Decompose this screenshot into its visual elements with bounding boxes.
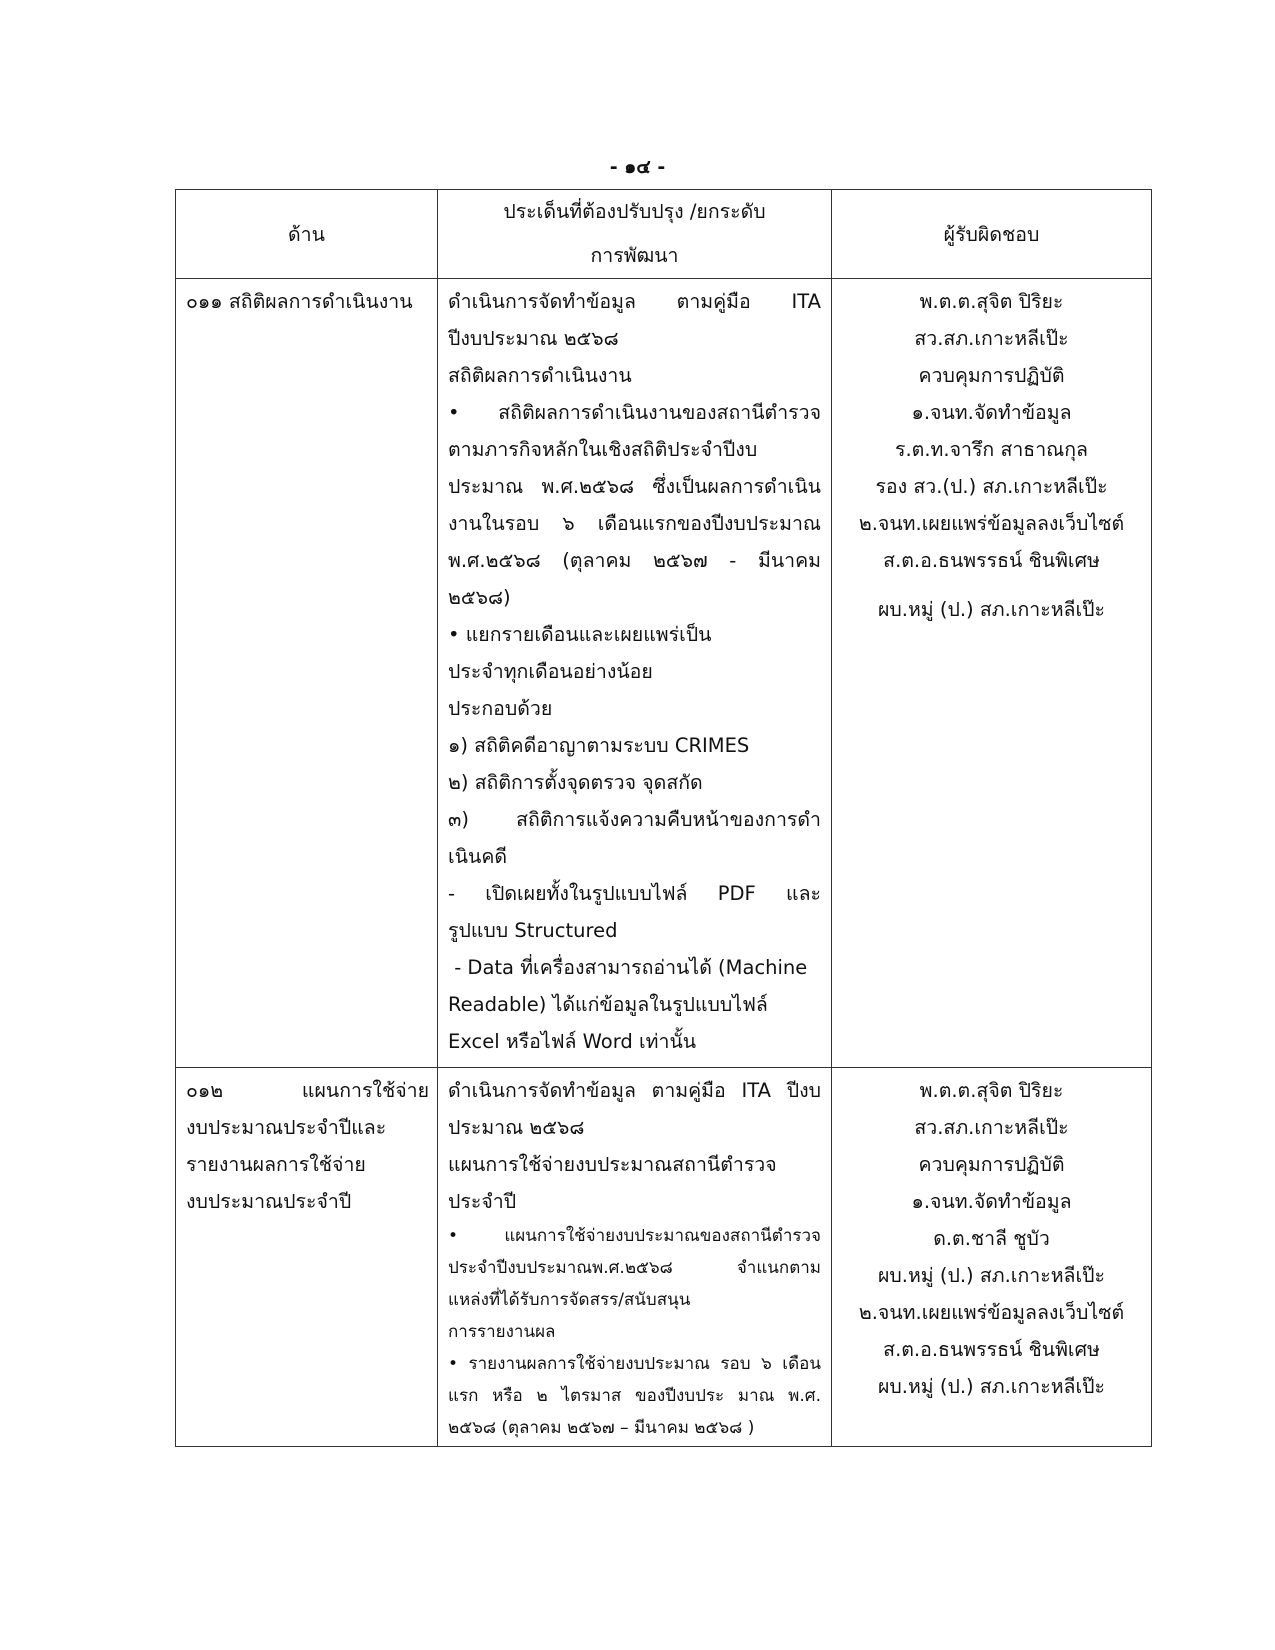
row2-detail-line: ประมาณ ๒๕๖๘ bbox=[448, 1116, 585, 1139]
row2-responsible-line: สว.สภ.เกาะหลีเป๊ะ bbox=[914, 1116, 1069, 1139]
row2-details-cell bbox=[438, 1068, 832, 1447]
row2-topic-line: ๐๑๒ แผนการใช้จ่าย bbox=[186, 1079, 429, 1102]
header-issues-line1: ประเด็นที่ต้องปรับปรุง /ยกระดับ bbox=[503, 200, 766, 223]
row1-detail-line: งานในรอบ ๖ เดือนแรกของปีงบประมาณ bbox=[448, 512, 821, 535]
row2-responsible-line: ๒.จนท.เผยแพร่ข้อมูลลงเว็บไซต์ bbox=[858, 1301, 1125, 1324]
row1-detail-line: ตามภารกิจหลักในเชิงสถิติประจำปีงบ bbox=[448, 438, 758, 461]
row2-detail-line: แผนการใช้จ่ายงบประมาณสถานีตำรวจ bbox=[448, 1153, 777, 1176]
table-header-row bbox=[176, 190, 1152, 279]
row2-topic-cell bbox=[176, 1068, 438, 1447]
row2-detail-line: ประจำปีงบประมาณพ.ศ.๒๕๖๘ จำแนกตาม bbox=[448, 1258, 821, 1278]
row1-responsible-line: ผบ.หมู่ (ป.) สภ.เกาะหลีเป๊ะ bbox=[877, 598, 1106, 621]
header-issues-line2: การพัฒนา bbox=[590, 244, 679, 267]
row1-detail-line: • สถิติผลการดำเนินงานของสถานีตำรวจ bbox=[448, 401, 821, 424]
row1-detail-line: Readable) ได้แก่ข้อมูลในรูปแบบไฟล์ bbox=[448, 993, 768, 1016]
row1-detail-line: • แยกรายเดือนและเผยแพร่เป็น bbox=[448, 623, 712, 646]
row1-responsible-cell bbox=[832, 279, 1152, 1068]
row2-responsible-line: ผบ.หมู่ (ป.) สภ.เกาะหลีเป๊ะ bbox=[877, 1375, 1106, 1398]
row2-responsible-line: ผบ.หมู่ (ป.) สภ.เกาะหลีเป๊ะ bbox=[877, 1264, 1106, 1287]
row1-responsible-line: ควบคุมการปฏิบัติ bbox=[918, 364, 1065, 387]
row1-detail-line: ดำเนินการจัดทำข้อมูล ตามคู่มือ ITA bbox=[448, 290, 821, 313]
row2-responsible-line: ส.ต.อ.ธนพรรธน์ ชินพิเศษ bbox=[883, 1338, 1100, 1361]
row2-detail-line: ประจำปี bbox=[448, 1190, 517, 1213]
row2-topic-line: รายงานผลการใช้จ่าย bbox=[186, 1153, 366, 1176]
row1-detail-line: ๑) สถิติคดีอาญาตามระบบ CRIMES bbox=[448, 734, 750, 757]
row1-detail-line: ประกอบด้วย bbox=[448, 697, 553, 720]
table-row bbox=[176, 1068, 1152, 1447]
page-number: - ๑๔ - bbox=[609, 156, 666, 178]
row2-responsible-line: พ.ต.ต.สุจิต ปิริยะ bbox=[919, 1079, 1064, 1102]
row2-responsible-cell bbox=[832, 1068, 1152, 1447]
table-row bbox=[176, 279, 1152, 1068]
header-issues bbox=[438, 190, 832, 279]
row2-detail-line: • แผนการใช้จ่ายงบประมาณของสถานีตำรวจ bbox=[448, 1226, 821, 1246]
header-responsible: ผู้รับผิดชอบ bbox=[832, 190, 1152, 279]
row2-topic-line: งบประมาณประจำปีและ bbox=[186, 1116, 387, 1139]
row1-detail-line: พ.ศ.๒๕๖๘ (ตุลาคม ๒๕๖๗ - มีนาคม bbox=[448, 549, 821, 572]
row1-responsible-line: ๒.จนท.เผยแพร่ข้อมูลลงเว็บไซต์ bbox=[858, 512, 1125, 535]
row1-detail-line: - เปิดเผยทั้งในรูปแบบไฟล์ PDF และ bbox=[448, 882, 821, 905]
header-aspect: ด้าน bbox=[176, 190, 438, 279]
improvement-table bbox=[175, 189, 1152, 1447]
row1-responsible-line: สว.สภ.เกาะหลีเป๊ะ bbox=[914, 327, 1069, 350]
row1-responsible-line: ส.ต.อ.ธนพรรธน์ ชินพิเศษ bbox=[883, 549, 1100, 572]
row2-detail-line: การรายงานผล bbox=[448, 1322, 556, 1342]
row2-detail-line: • รายงานผลการใช้จ่ายงบประมาณ รอบ ๖ เดือน bbox=[448, 1354, 821, 1374]
row1-responsible-line: รอง สว.(ป.) สภ.เกาะหลีเป๊ะ bbox=[875, 475, 1108, 498]
row2-responsible-line: ควบคุมการปฏิบัติ bbox=[918, 1153, 1065, 1176]
row1-detail-line: สถิติผลการดำเนินงาน bbox=[448, 364, 632, 387]
row1-responsible-line: ๑.จนท.จัดทำข้อมูล bbox=[911, 401, 1072, 424]
row1-responsible-line: พ.ต.ต.สุจิต ปิริยะ bbox=[919, 290, 1064, 313]
row1-topic-line: ๐๑๑ สถิติผลการดำเนินงาน bbox=[186, 290, 413, 313]
row1-responsible-line: ร.ต.ท.จารึก สาธาณกุล bbox=[895, 438, 1088, 461]
row2-responsible-line: ๑.จนท.จัดทำข้อมูล bbox=[911, 1190, 1072, 1213]
row1-detail-line: - Data ที่เครื่องสามารถอ่านได้ (Machine bbox=[448, 956, 808, 979]
row1-detail-line: ๒) สถิติการตั้งจุดตรวจ จุดสกัด bbox=[448, 771, 703, 794]
row1-detail-line: Excel หรือไฟล์ Word เท่านั้น bbox=[448, 1030, 697, 1053]
row1-detail-line: ประจำทุกเดือนอย่างน้อย bbox=[448, 660, 653, 683]
row2-responsible-line: ด.ต.ชาลี ชูบัว bbox=[933, 1227, 1050, 1250]
row2-detail-line: แรก หรือ ๒ ไตรมาส ของปีงบประ มาณ พ.ศ. bbox=[448, 1386, 821, 1406]
row1-detail-line: รูปแบบ Structured bbox=[448, 919, 618, 942]
row2-detail-line: แหล่งที่ได้รับการจัดสรร/สนับสนุน bbox=[448, 1290, 691, 1310]
row1-detail-line: ๒๕๖๘) bbox=[448, 586, 511, 609]
row1-detail-line: ประมาณ พ.ศ.๒๕๖๘ ซึ่งเป็นผลการดำเนิน bbox=[448, 475, 821, 498]
row1-detail-line: ปีงบประมาณ ๒๕๖๘ bbox=[448, 327, 619, 350]
row2-detail-line: ดำเนินการจัดทำข้อมูล ตามคู่มือ ITA ปีงบ bbox=[448, 1079, 821, 1102]
row1-topic-cell bbox=[176, 279, 438, 1068]
row2-detail-line: ๒๕๖๘ (ตุลาคม ๒๕๖๗ – มีนาคม ๒๕๖๘ ) bbox=[448, 1418, 755, 1438]
row1-details-cell bbox=[438, 279, 832, 1068]
row1-detail-line: ๓) สถิติการแจ้งความคืบหน้าของการดำ bbox=[448, 808, 821, 831]
row2-topic-line: งบประมาณประจำปี bbox=[186, 1190, 352, 1213]
row1-detail-line: เนินคดี bbox=[448, 845, 508, 868]
